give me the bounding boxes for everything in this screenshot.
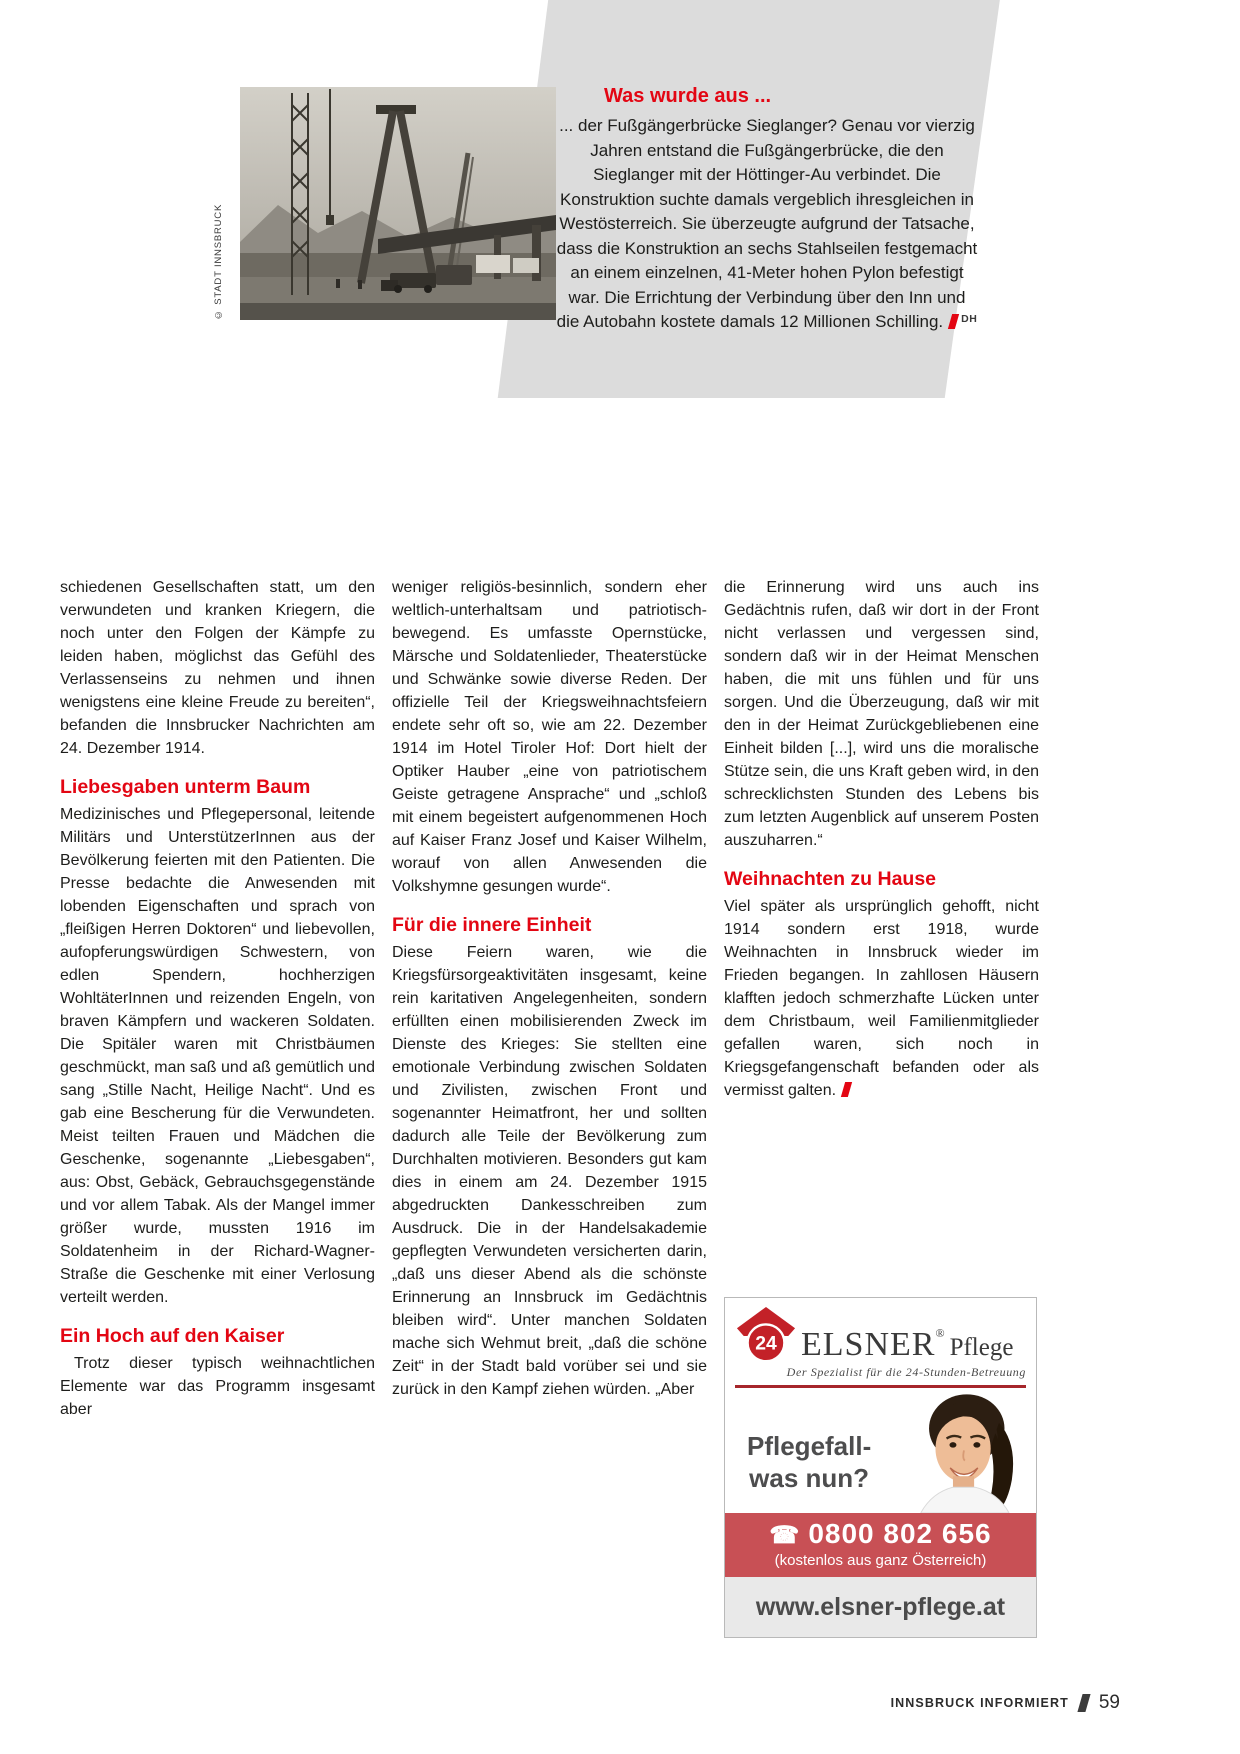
- red-slash-icon: [948, 314, 959, 329]
- magazine-name: INNSBRUCK INFORMIERT: [890, 1696, 1069, 1710]
- headline-line2: was nun?: [749, 1463, 870, 1493]
- ad-phone-band: [725, 1513, 1036, 1577]
- section-heading-weihnachten: Weihnachten zu Hause: [724, 868, 937, 890]
- paragraph: Diese Feiern waren, wie die Kriegsfürsorgeaktivitäten insgesamt, keine rein karitativen Angelegenheiten, sondern erfüllten einen mobilisierenden Zweck im Dienste des Krieges: Sie stellten eine emotionale Verbindung zwischen Soldaten und Zivilisten, zwischen Front und sogenannter Heimatfront, her und sollten dadurch alle Teile der Bevölkerung zum Durchhalten motivieren. Besonders gut kam dies in einem am 24. Dezember 1915 abgedruckten Dankesschreiben zum Ausdruck. Die in der Handelsakademie gepflegten Verwundeten versicherten darin, „daß uns dieser Abend als die schönste Erinnerung an Innsbruck im Gedächtnis bleiben wird“. Unter manchen Soldaten mache sich Wehmut breit, „daß die schöne Zeit“ in der Stadt bald vorüber sei und sie zurück in den Kampf ziehen würden. „Aber: [392, 944, 707, 1398]
- paragraph: die Erinnerung wird uns auch ins Gedächtnis rufen, daß wir dort in der Front nicht verlassen und vergessen sind, sondern daß wir in der Heimat Menschen haben, die mit uns fühlen und für uns sorgen. Und die Überzeugung, daß wir mit den in der Heimat Zurückgebliebenen eine Einheit bilden [...], wird uns die moralische Stütze sein, die uns Kraft geben wird, in den schrecklichsten Stunden des Lebens bis zum letzten Augenblick auf unserem Posten auszuharren.“: [724, 579, 1039, 849]
- article-column-1: [60, 576, 375, 1421]
- brand-elsner: ELSNER: [801, 1326, 936, 1363]
- website-url: www.elsner-pflege.at: [755, 1592, 1006, 1621]
- paragraph: weniger religiös-besinnlich, sondern eher weltlich-unterhaltsam und patriotisch-bewegend. Es umfasste Opernstücke, Märsche und Soldatenlieder, Theaterstücke und Schwänke sowie diverse Reden. Der offizielle Teil der Kriegsweihnachtsfeiern endete sehr oft so, wie am 22. Dezember 1914 im Hotel Tiroler Hof: Dort hielt der Optiker Hauber „eine von patriotischem Geiste getragene Ansprache“ und „schloß mit einem begeistert aufgenommenen Hoch auf Kaiser Franz Josef und Kaiser Wilhelm, worauf von allen Anwesenden die Volkshymne gesungen wurde“.: [392, 579, 707, 895]
- photo-credit: © STADT INNSBRUCK: [213, 203, 224, 320]
- infobox-text: [556, 114, 978, 337]
- headline-line1: Pflegefall-: [747, 1431, 872, 1461]
- phone-number: 0800 802 656: [808, 1518, 992, 1549]
- brand-pflege: Pflege: [949, 1334, 1014, 1361]
- ad-logo: [735, 1306, 1026, 1364]
- ad-middle: [725, 1388, 1036, 1513]
- phone-note: (kostenlos aus ganz Österreich): [774, 1552, 987, 1569]
- footer-slash-icon: [1077, 1694, 1090, 1712]
- infobox-title: Was wurde aus ...: [604, 85, 772, 107]
- bridge-construction-photo: [240, 87, 556, 320]
- paragraph-text: Viel später als ursprünglich gehofft, nicht 1914 sondern erst 1918, wurde Weihnachten in Innsbruck wieder im Frieden begangen. In zahllosen Häusern klafften jedoch schmerzhafte Lücken unter dem Christbaum, weil Familienmitglieder gefallen waren, sich noch in Kriegsgefangenschaft befanden oder als vermisst galten.: [724, 898, 1039, 1099]
- article-column-3: [724, 576, 1039, 1102]
- section-heading-liebesgaben: Liebesgaben unterm Baum: [60, 776, 311, 798]
- paragraph: schiedenen Gesellschaften statt, um den verwundeten und kranken Kriegern, die noch unter den Folgen der Kämpfe zu leiden haben, möglichst das Gefühl des Verlassenseins zu nehmen und ihnen wenigstens eine kleine Freude zu bereiten“, befanden die Innsbrucker Nachrichten am 24. Dezember 1914.: [60, 579, 375, 757]
- phone-icon: ☎: [769, 1522, 801, 1549]
- infobox-body: ... der Fußgängerbrücke Sieglanger? Genau vor vierzig Jahren entstand die Fußgängerbrücke, die den Sieglanger mit der Höttinger-Au verbindet. Die Konstruktion suchte damals vergeblich ihresgleichen in Westösterreich. Sie überzeugte aufgrund der Tatsache, dass die Konstruktion an sechs Stahlseilen festgemacht an einem einzelnen, 41-Meter hohen Pylon befestigt war. Die Errichtung der Verbindung über den Inn und die Autobahn kostete damals 12 Millionen Schilling.: [556, 116, 978, 331]
- paragraph: Medizinisches und Pflegepersonal, leitende Militärs und UnterstützerInnen aus der Bevölkerung feierten mit den Patienten. Die Presse bedachte die Anwesenden mit lobenden Eigenschaften und sprach von „fleißigen Herren Doktoren“ und liebevollen, aufopferungswürdigen Schwestern, von edlen Spendern, hochherzigen WohltäterInnen und reizenden Engeln, von braven Kämpfern und wackeren Soldaten. Die Spitäler waren mit Christbäumen geschmückt, man saß und aß gemütlich und sang „Stille Nacht, Heilige Nacht“. Und es gab eine Bescherung für die Verwundeten. Meist teilten Frauen und Mädchen die Geschenke, sogenannte „Liebesgaben“, aus: Obst, Gebäck, Gebrauchsgegenstände und vor allem Tabak. Als der Mangel immer größer wurde, mussten 1916 im Soldatenheim in der Richard-Wagner-Straße die Geschenke mit einer Verlosung verteilt werden.: [60, 806, 375, 1306]
- page-number: 59: [1098, 1692, 1120, 1713]
- page-footer: [891, 1692, 1120, 1714]
- ad-website-band: [725, 1577, 1036, 1637]
- article-column-2: [392, 576, 707, 1401]
- construction-scene-graphic: [240, 87, 556, 320]
- ad-headline: [747, 1430, 871, 1494]
- section-heading-einheit: Für die innere Einheit: [392, 914, 592, 936]
- section-heading-kaiser: Ein Hoch auf den Kaiser: [60, 1325, 285, 1347]
- paragraph: Trotz dieser typisch weihnachtlichen Elemente war das Programm insgesamt aber: [60, 1355, 375, 1418]
- ad-brand-name: [801, 1326, 1013, 1364]
- ad-tagline: Der Spezialist für die 24-Stunden-Betreuung: [786, 1365, 1026, 1379]
- caregiver-photo: [894, 1375, 1034, 1513]
- house-24-icon: [735, 1306, 797, 1364]
- registered-mark: ®: [935, 1326, 945, 1340]
- paragraph: [724, 895, 1039, 1102]
- info-box: [556, 84, 978, 337]
- phone-row: [725, 1518, 1036, 1552]
- red-slash-icon: [841, 1082, 852, 1097]
- svg-text:24: 24: [755, 1332, 777, 1355]
- elsner-advertisement: [724, 1297, 1037, 1638]
- infobox-byline: DH: [961, 313, 978, 325]
